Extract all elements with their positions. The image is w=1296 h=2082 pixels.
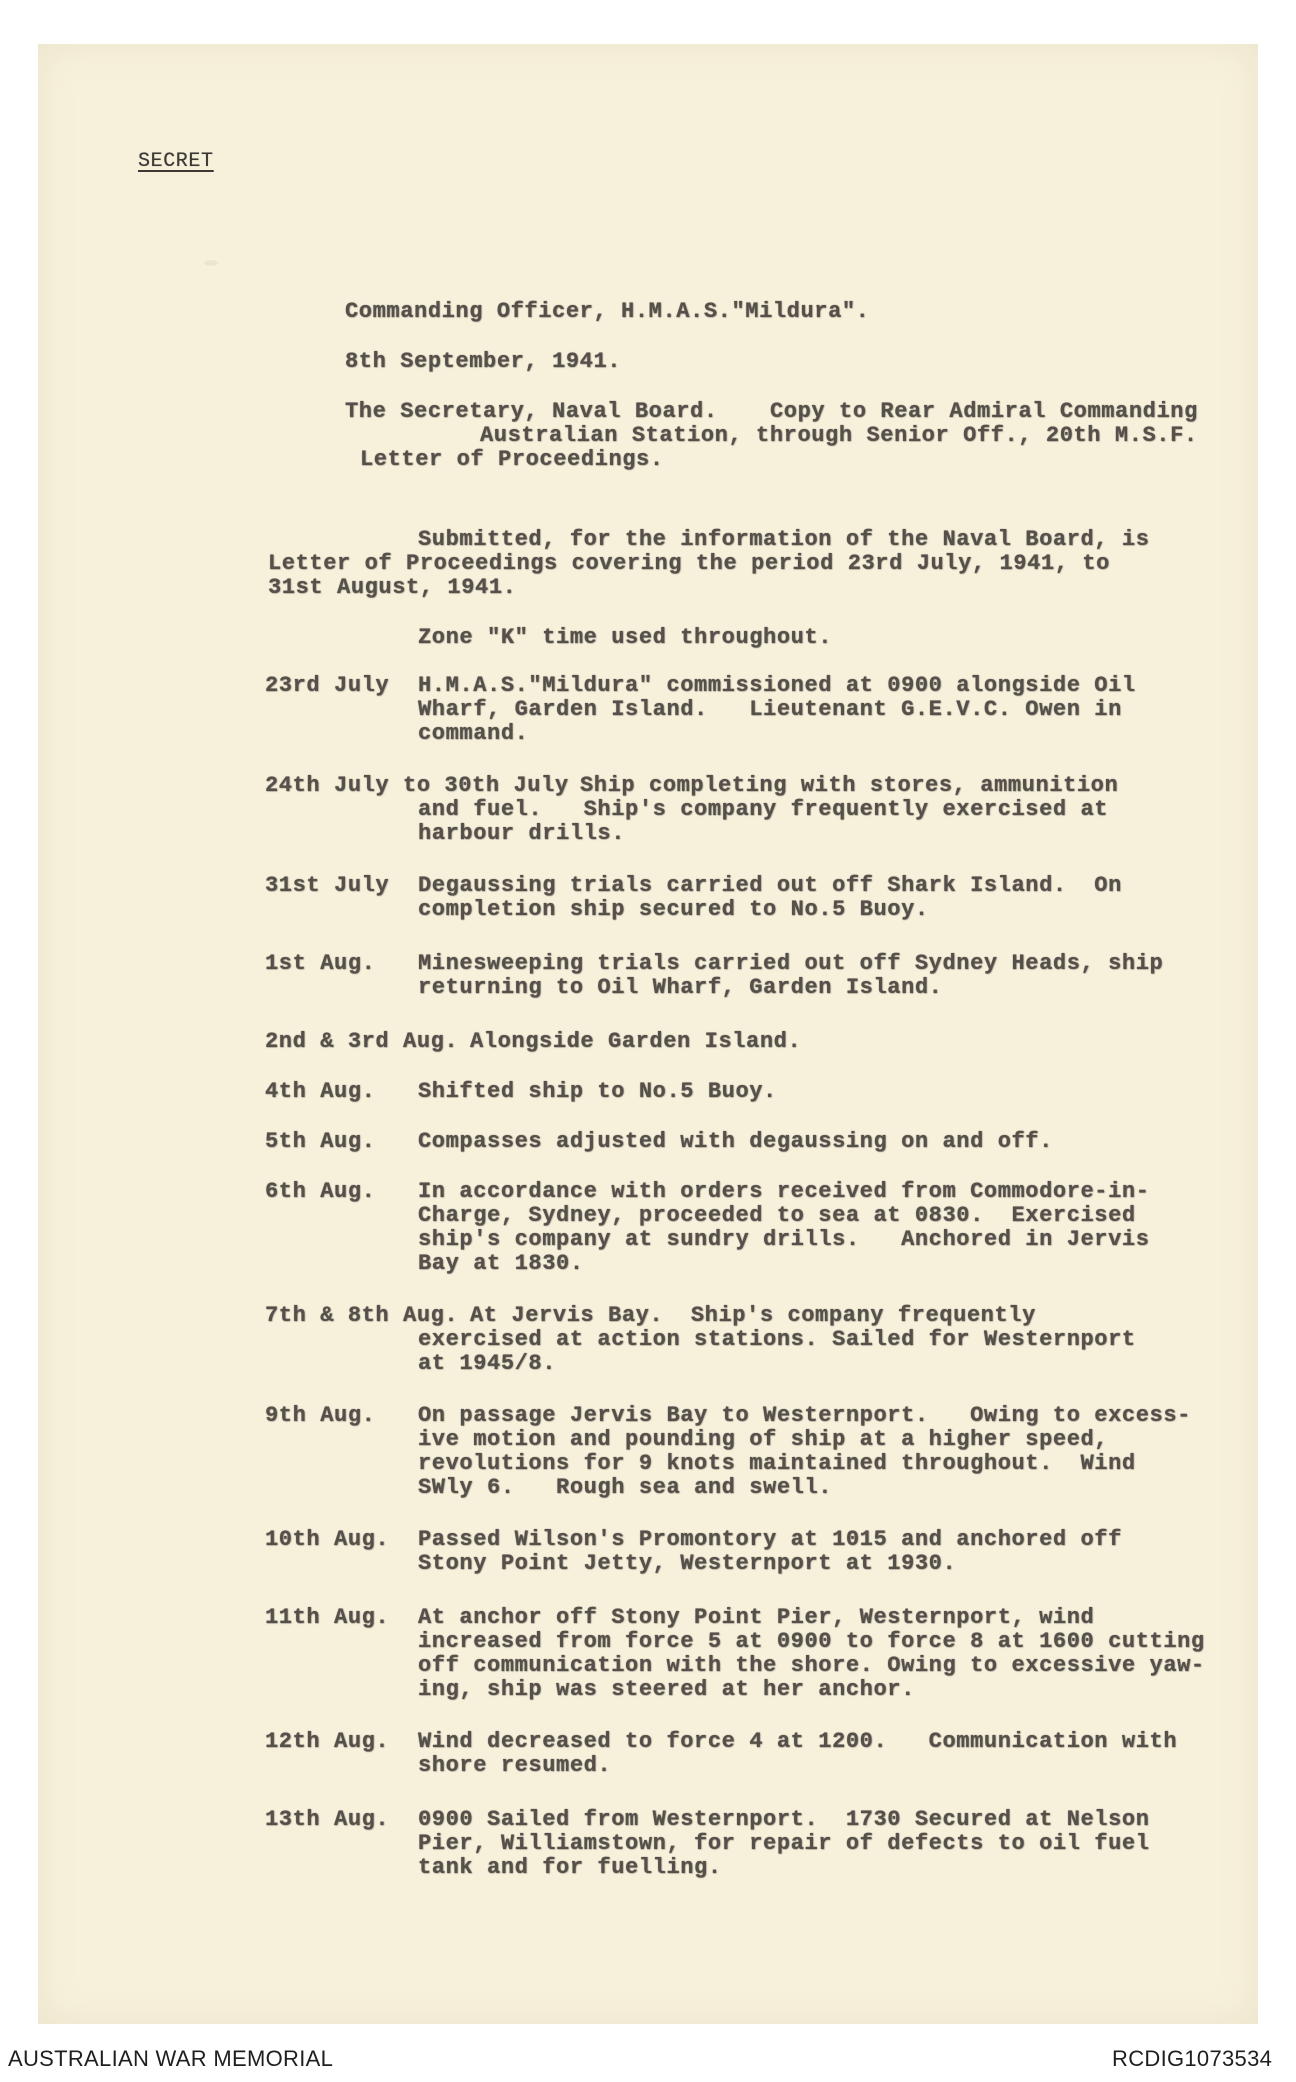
security-classification: SECRET xyxy=(138,150,214,173)
entry-continuation-line: completion ship secured to No.5 Buoy. xyxy=(418,897,929,922)
entry-date: 2nd & 3rd Aug. xyxy=(265,1029,459,1054)
entry-date: 12th Aug. xyxy=(265,1729,390,1754)
entry-continuation-line: ship's company at sundry drills. Anchored in Jervis xyxy=(418,1227,1150,1252)
zone-note: Zone "K" time used throughout. xyxy=(418,625,833,650)
entry-continuation-line: Pier, Williamstown, for repair of defects to oil fuel xyxy=(418,1831,1150,1856)
entry-first-line: At anchor off Stony Point Pier, Westernport, wind xyxy=(418,1605,1095,1630)
entry-first-line: At Jervis Bay. Ship's company frequently xyxy=(470,1303,1036,1328)
entry-first-line: In accordance with orders received from Commodore-in- xyxy=(418,1179,1150,1204)
letter-subject: Letter of Proceedings. xyxy=(360,447,664,472)
entry-date: 5th Aug. xyxy=(265,1129,376,1154)
entry-first-line: Wind decreased to force 4 at 1200. Communication with xyxy=(418,1729,1178,1754)
entry-first-line: On passage Jervis Bay to Westernport. Owing to excess- xyxy=(418,1403,1191,1428)
paper-blemish xyxy=(204,260,218,266)
entry-continuation-line: Bay at 1830. xyxy=(418,1251,584,1276)
letter-copy-to: Copy to Rear Admiral Commanding xyxy=(770,399,1198,424)
entry-continuation-line: SWly 6. Rough sea and swell. xyxy=(418,1475,833,1500)
letter-to: The Secretary, Naval Board. xyxy=(345,399,718,424)
entry-continuation-line: and fuel. Ship's company frequently exercised at xyxy=(418,797,1109,822)
footer-item-id: RCDIG1073534 xyxy=(1112,2046,1273,2071)
entry-continuation-line: at 1945/8. xyxy=(418,1351,557,1376)
letter-copy-to-continued: Australian Station, through Senior Off., 20th M.S.F. xyxy=(480,423,1198,448)
entry-first-line: Minesweeping trials carried out off Sydney Heads, ship xyxy=(418,951,1164,976)
entry-date: 13th Aug. xyxy=(265,1807,390,1832)
entry-continuation-line: ing, ship was steered at her anchor. xyxy=(418,1677,915,1702)
entry-date: 4th Aug. xyxy=(265,1079,376,1104)
intro-line: 31st August, 1941. xyxy=(268,575,517,600)
entry-continuation-line: Stony Point Jetty, Westernport at 1930. xyxy=(418,1551,957,1576)
entry-continuation-line: returning to Oil Wharf, Garden Island. xyxy=(418,975,943,1000)
entry-date: 10th Aug. xyxy=(265,1527,390,1552)
entry-date: 23rd July xyxy=(265,673,390,698)
entry-date: 9th Aug. xyxy=(265,1403,376,1428)
footer-institution: AUSTRALIAN WAR MEMORIAL xyxy=(8,2046,334,2071)
entry-first-line: Compasses adjusted with degaussing on and off. xyxy=(418,1129,1053,1154)
entry-first-line: H.M.A.S."Mildura" commissioned at 0900 alongside Oil xyxy=(418,673,1136,698)
entry-continuation-line: command. xyxy=(418,721,529,746)
entry-first-line: Shifted ship to No.5 Buoy. xyxy=(418,1079,777,1104)
intro-line: Submitted, for the information of the Naval Board, is xyxy=(418,527,1150,552)
letter-date: 8th September, 1941. xyxy=(345,349,622,374)
entry-first-line: Alongside Garden Island. xyxy=(470,1029,802,1054)
entry-first-line: Ship completing with stores, ammunition xyxy=(580,773,1119,798)
entry-continuation-line: Wharf, Garden Island. Lieutenant G.E.V.C. Owen in xyxy=(418,697,1122,722)
entry-date: 7th & 8th Aug. xyxy=(265,1303,459,1328)
entry-continuation-line: ive motion and pounding of ship at a higher speed, xyxy=(418,1427,1109,1452)
entry-date: 1st Aug. xyxy=(265,951,376,976)
entry-first-line: Degaussing trials carried out off Shark Island. On xyxy=(418,873,1122,898)
entry-continuation-line: increased from force 5 at 0900 to force 8 at 1600 cutting xyxy=(418,1629,1205,1654)
entry-date: 6th Aug. xyxy=(265,1179,376,1204)
entry-continuation-line: off communication with the shore. Owing to excessive yaw- xyxy=(418,1653,1205,1678)
entry-date: 24th July to 30th July xyxy=(265,773,569,798)
entry-first-line: Passed Wilson's Promontory at 1015 and anchored off xyxy=(418,1527,1122,1552)
entry-first-line: 0900 Sailed from Westernport. 1730 Secured at Nelson xyxy=(418,1807,1150,1832)
entry-continuation-line: tank and for fuelling. xyxy=(418,1855,722,1880)
entry-continuation-line: shore resumed. xyxy=(418,1753,612,1778)
entry-continuation-line: Charge, Sydney, proceeded to sea at 0830. Exercised xyxy=(418,1203,1136,1228)
letter-from: Commanding Officer, H.M.A.S."Mildura". xyxy=(345,299,870,324)
entry-continuation-line: exercised at action stations. Sailed for Westernport xyxy=(418,1327,1136,1352)
entry-continuation-line: harbour drills. xyxy=(418,821,626,846)
entry-date: 11th Aug. xyxy=(265,1605,390,1630)
intro-line: Letter of Proceedings covering the period 23rd July, 1941, to xyxy=(268,551,1110,576)
entry-continuation-line: revolutions for 9 knots maintained throughout. Wind xyxy=(418,1451,1136,1476)
entry-date: 31st July xyxy=(265,873,390,898)
